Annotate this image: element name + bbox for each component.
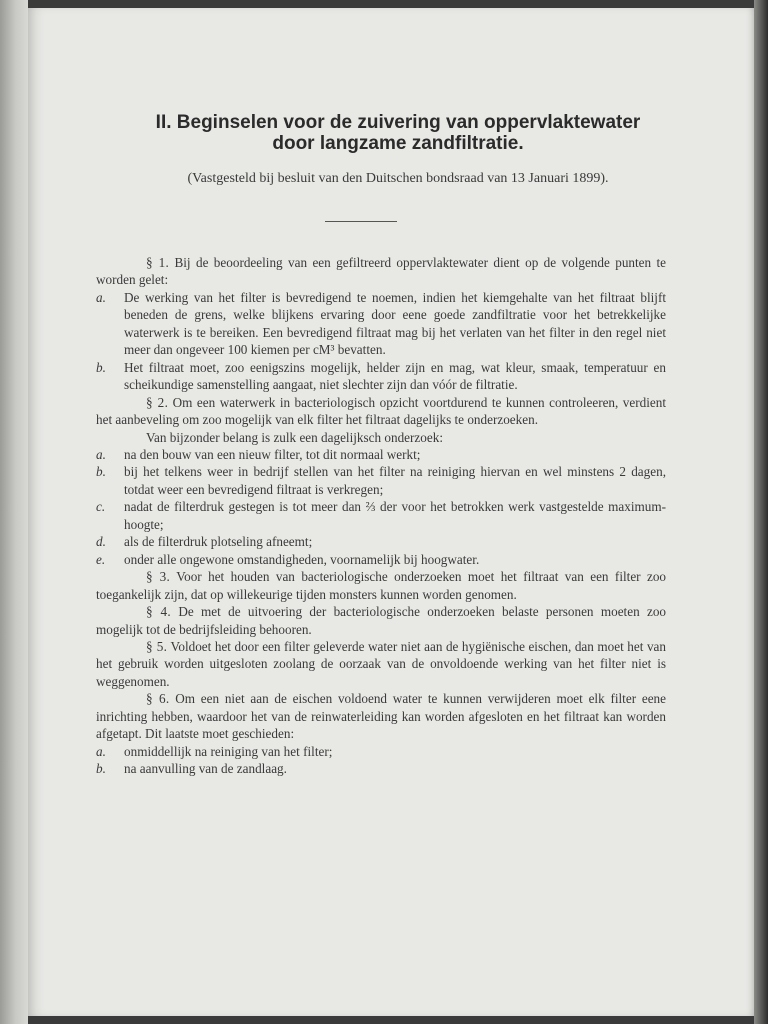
list-label: c. [96, 499, 106, 515]
paragraph-text: Om een waterwerk in bacteriologisch opzicht voortdurend te kunnen controleeren, verdient het aanbeveling om zoo mogelijk van elk filter het filtraat dagelijks te onderzoeken. [96, 394, 667, 428]
paragraph-text: Voldoet het door een filter geleverde water niet aan de hygiënische eischen, dan moet het van het gebruik worden uitgesloten zoolang de oorzaak van de onvoldoende werking van het filter niet is weggenomen. [96, 638, 666, 689]
list-label: b. [96, 464, 106, 480]
list-label: a. [96, 446, 106, 462]
document-subtitle: (Vastgesteld bij besluit van den Duitschen bondsraad van 13 Januari 1899). [187, 171, 609, 186]
list-text: onmiddellijk na reiniging van het filter; [124, 743, 333, 759]
list-text: Het filtraat moet, zoo eenigszins mogelijk, helder zijn en mag, wat kleur, smaak, temperatuur en scheikundige samenstelling aangaat, niet slechter zijn dan vóór de filtratie. [124, 359, 666, 393]
section-number: § 3. [146, 569, 171, 585]
section-number: § 1. [146, 255, 170, 270]
list-text: na den bouw van een nieuw filter, tot dit normaal werkt; [124, 446, 421, 462]
section-number: § 6. [146, 691, 170, 707]
list-text: bij het telkens weer in bedrijf stellen van het filter na reiniging hiervan en wel minstens 2 dagen, totdat weer een bevredigend filtraat is verkregen; [124, 464, 666, 497]
scan-binding-shadow [0, 0, 28, 1024]
list-text: nadat de filterdruk gestegen is tot meer dan ⅔ der voor het betrokken werk vastgestelde maximum-hoogte; [124, 499, 666, 532]
list-item [96, 289, 666, 359]
paragraph-text: Voor het houden van bacteriologische onderzoeken moet het filtraat van een filter zoo toegankelijk zijn, dat op willekeurige tijden monsters kunnen worden genomen. [96, 569, 667, 602]
list-item [96, 533, 666, 550]
paragraph-text: Bij de beoordeeling van een gefiltreerd oppervlaktewater dient op de volgende punten te worden gelet: [96, 255, 667, 288]
document-page [28, 8, 754, 1016]
list-label: e. [96, 551, 106, 567]
list-item [96, 760, 666, 777]
title-line-1: II. Beginselen voor de zuivering van oppervlaktewater [155, 112, 641, 133]
paragraph-s2 [96, 394, 666, 429]
section-divider [325, 221, 397, 222]
list-text: De werking van het filter is bevredigend te noemen, indien het kiemgehalte van het filtraat blijft beneden de grens, welke blijkens ervaring door eene goede zandfiltratie voor het betrekkelijke waterwerk is te bereiken. Een bevredigend filtraat mag bij het verlaten van het filter in den regel niet meer dan ongeveer 100 kiemen per cM³ bevatten. [124, 289, 666, 358]
scan-page-edge [754, 0, 768, 1024]
document-body [96, 254, 666, 778]
list-item [96, 498, 666, 533]
paragraph-s3 [96, 568, 666, 603]
list-text: onder alle ongewone omstandigheden, voornamelijk bij hoogwater. [124, 551, 480, 567]
list-text: na aanvulling van de zandlaag. [124, 761, 287, 777]
paragraph-text: De met de uitvoering der bacteriologische onderzoeken belaste personen moeten zoo mogelijk tot de bedrijfsleiding behooren. [96, 604, 667, 637]
list-item [96, 551, 666, 568]
title-line-2: door langzame zandfiltratie. [272, 133, 524, 154]
list-label: d. [96, 534, 106, 550]
list-item [96, 743, 666, 760]
paragraph-text: Om een niet aan de eischen voldoend water te kunnen verwijderen moet elk filter eene inrichting hebben, waardoor het van de reinwaterleiding kan worden afgesloten en het filtraat kan worden afgetapt. Dit laatste moet geschieden: [96, 691, 666, 742]
list-label: a. [96, 743, 106, 759]
list-text: als de filterdruk plotseling afneemt; [124, 534, 313, 550]
section-number: § 5. [146, 638, 168, 654]
section-number: § 4. [146, 604, 172, 620]
paragraph-s2-intro: Van bijzonder belang is zulk een dagelijksch onderzoek: [146, 429, 443, 445]
list-item [96, 359, 666, 394]
paragraph-s4 [96, 603, 666, 638]
section-number: § 2. [146, 394, 169, 410]
list-item [96, 463, 666, 498]
paragraph-s5 [96, 638, 666, 690]
list-label: b. [96, 359, 106, 375]
list-label: b. [96, 761, 106, 777]
list-label: a. [96, 289, 106, 305]
list-item [96, 446, 666, 463]
paragraph-s1 [96, 254, 666, 289]
document-title [98, 112, 698, 154]
paragraph-s6 [96, 690, 666, 742]
